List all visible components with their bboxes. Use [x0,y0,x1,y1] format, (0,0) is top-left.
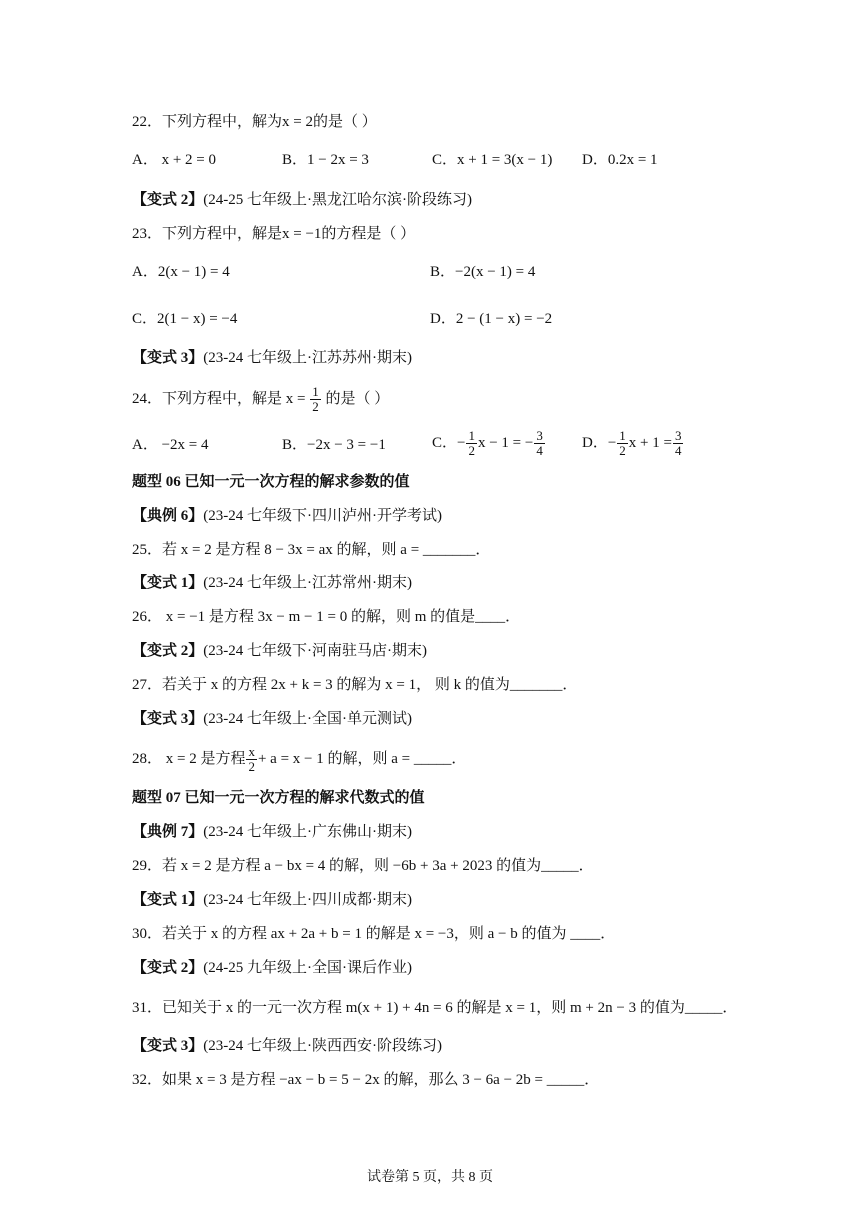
question-32: 32．如果 x = 3 是方程 −ax − b = 5 − 2x 的解，那么 3 − 6a − 2b = _____． [132,1072,600,1088]
source-note: (23-24 七年级上·四川成都·期末) [203,892,412,908]
q24-option-c [432,426,546,460]
variant-3-header-b [132,709,412,729]
variant-1-header-b [132,573,412,593]
source-note: (23-24 七年级下·四川泸州·开学考试) [203,508,442,524]
frac-den: 2 [468,443,475,459]
q28-post: + a = x − 1 的解，则 a = _____． [257,751,467,767]
variant-tag: 【变式 2】 [132,643,204,659]
example-tag: 【典例 7】 [132,824,204,840]
frac-num: 3 [536,428,543,444]
question-22-stem: 22．下列方程中，解为x = 2的是（ ） [132,114,377,130]
source-note: (23-24 七年级下·河南驻马店·期末) [203,643,427,659]
example-7-header [132,822,412,842]
q24-option-b: B．−2x − 3 = −1 [282,437,386,453]
q23-option-c: C．2(1 − x) = −4 [132,311,238,327]
opt-mid: x + 1 = [628,435,672,451]
q24-option-d [582,426,684,460]
fraction [673,429,684,458]
fraction-x-over-2 [246,745,257,774]
variant-2-header-c [132,958,412,978]
variant-tag: 【变式 1】 [132,575,204,591]
frac-den: 2 [248,759,255,775]
source-note: (23-24 七年级上·广东佛山·期末) [203,824,412,840]
q24-option-a: A． −2x = 4 [132,437,209,453]
variant-tag: 【变式 3】 [132,711,204,727]
fraction [617,429,628,458]
fraction-one-half [310,385,321,414]
question-31: 31．已知关于 x 的一元一次方程 m(x + 1) + 4n = 6 的解是 x = 1，则 m + 2n − 3 的值为_____． [132,1000,738,1016]
variant-2-header-a [132,190,472,210]
page-footer: 试卷第 5 页，共 8 页 [367,1170,493,1185]
frac-den: 4 [674,443,682,459]
question-23-stem: 23．下列方程中，解是x = −1的方程是（ ） [132,226,416,242]
source-note: (23-24 七年级上·陕西西安·阶段练习) [203,1038,442,1054]
frac-num: x [248,744,255,760]
example-tag: 【典例 6】 [132,508,204,524]
q22-option-a: A． x + 2 = 0 [132,152,217,168]
variant-3-header-c [132,1036,442,1056]
q22-option-b: B．1 − 2x = 3 [282,152,369,168]
frac-den: 4 [536,443,543,459]
question-27: 27．若关于 x 的方程 2x + k = 3 的解为 x = 1， 则 k 的值为_______． [132,677,578,693]
q23-option-b: B．−2(x − 1) = 4 [430,264,536,280]
question-26: 26． x = −1 是方程 3x − m − 1 = 0 的解，则 m 的值是____． [132,609,521,625]
frac-num: 1 [312,384,319,400]
section-heading-06: 题型 06 已知一元一次方程的解求参数的值 [132,474,410,490]
q24-stem-pre: 24．下列方程中，解是 x = [132,391,306,407]
q23-option-d: D．2 − (1 − x) = −2 [430,311,553,327]
source-note: (23-24 七年级上·江苏苏州·期末) [203,350,412,366]
source-note: (24-25 九年级上·全国·课后作业) [203,960,412,976]
q22-option-d: D．0.2x = 1 [582,152,658,168]
variant-tag: 【变式 3】 [132,350,204,366]
variant-tag: 【变式 2】 [132,192,204,208]
fraction [534,429,545,458]
variant-3-header-a [132,348,412,368]
opt-pre: C．− [432,435,466,451]
variant-1-header-c [132,890,412,910]
frac-num: 1 [619,428,626,444]
source-note: (24-25 七年级上·黑龙江哈尔滨·阶段练习) [203,192,472,208]
variant-tag: 【变式 1】 [132,892,204,908]
source-note: (23-24 七年级上·江苏常州·期末) [203,575,412,591]
frac-num: 3 [674,428,682,444]
frac-num: 1 [468,428,475,444]
q23-option-a: A．2(x − 1) = 4 [132,264,230,280]
variant-tag: 【变式 2】 [132,960,204,976]
source-note: (23-24 七年级上·全国·单元测试) [203,711,412,727]
question-28 [132,742,466,776]
q24-stem-post: 的是（ ） [325,391,390,407]
section-heading-07: 题型 07 已知一元一次方程的解求代数式的值 [132,790,425,806]
variant-2-header-b [132,641,427,661]
question-29: 29．若 x = 2 是方程 a − bx = 4 的解，则 −6b + 3a + 2023 的值为_____． [132,858,594,874]
fraction [466,429,477,458]
opt-mid: x − 1 = − [477,435,534,451]
question-30: 30．若关于 x 的方程 ax + 2a + b = 1 的解是 x = −3，则 a − b 的值为 ____． [132,926,616,942]
frac-den: 2 [619,443,626,459]
q22-option-c: C．x + 1 = 3(x − 1) [432,152,553,168]
question-24-stem [132,384,389,414]
opt-pre: D．− [582,435,617,451]
variant-tag: 【变式 3】 [132,1038,204,1054]
example-6-header [132,506,442,526]
frac-den: 2 [312,399,319,415]
q28-pre: 28． x = 2 是方程 [132,751,246,767]
question-25: 25．若 x = 2 是方程 8 − 3x = ax 的解，则 a = _______． [132,542,491,558]
